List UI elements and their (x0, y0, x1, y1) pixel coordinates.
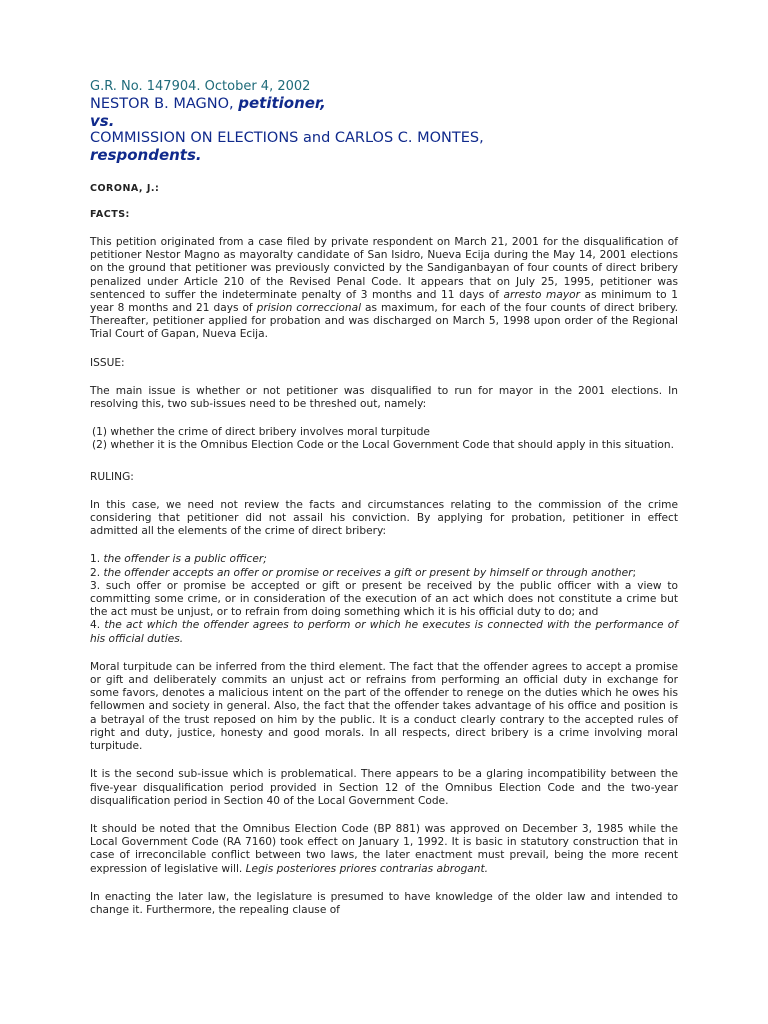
element-number: 3. (90, 579, 106, 592)
respondents-names: COMMISSION ON ELECTIONS and CARLOS C. MONTES, (90, 130, 484, 146)
ruling-paragraph-3: It is the second sub-issue which is problematical. There appears to be a glaring incompatibility between the five-year disqualification period provided in Section 12 of the Omnibus Election Code and the two-year disqualification period in Section 40 of the Local Government Code. (90, 768, 678, 807)
respondents-role-line (90, 147, 678, 165)
element-item-4 (90, 619, 678, 645)
sub-issue-1: (1) whether the crime of direct bribery involves moral turpitude (92, 426, 430, 439)
element-tail: ; (632, 566, 637, 579)
facts-heading: FACTS: (90, 209, 130, 220)
document-page (90, 78, 678, 917)
versus-label: vs. (90, 112, 115, 130)
element-number: 4. (90, 619, 105, 632)
ruling-paragraph-5: In enacting the later law, the legislature is presumed to have knowledge of the older law and intended to change it. Furthermore, the repealing clause of (90, 890, 678, 916)
facts-italic-1: arresto mayor (503, 288, 580, 301)
element-text: the offender accepts an offer or promise or receives a gift or present by himself or through another (103, 566, 633, 579)
element-text: the offender is a public officer; (103, 553, 267, 566)
element-number: 2. (90, 566, 104, 579)
ruling-p4-text: It should be noted that the Omnibus Election Code (BP 881) was approved on December 3, 1985 while the Local Government Code (RA 7160) took effect on January 1, 1992. It is basic in statutory construction that in case of irreconcilable conflict between two laws, the later enactment must prevail, being the more recent expression of legislative will. (90, 822, 678, 875)
petitioner-role: petitioner, (238, 94, 326, 112)
issue-paragraph: The main issue is whether or not petitioner was disqualified to run for mayor in the 2001 elections. In resolving this, two sub-issues need to be threshed out, namely: (90, 384, 678, 411)
sub-issue-2: (2) whether it is the Omnibus Election Code or the Local Government Code that should apply in this situation. (92, 439, 674, 452)
element-text: such offer or promise be accepted or gift or present be received by the public officer with a view to committing some crime, or in consideration of the execution of an act which does not constitute a crime but the act must be unjust, or to refrain from doing something which it is his official duty to do; and (90, 579, 678, 619)
case-number: G.R. No. 147904. October 4, 2002 (90, 79, 311, 94)
element-item-2 (90, 567, 678, 580)
facts-text-3: as maximum, for each of the four counts of direct bribery. Thereafter, petitioner applied for probation and was discharged on March 5, 1998 upon order of the Regional Trial Court of Gapan, Nueva Ecija. (90, 302, 678, 341)
issue-heading: ISSUE: (90, 356, 125, 369)
facts-text-1: This petition originated from a case filed by private respondent on March 21, 2001 for the disqualification of petitioner Nestor Magno as mayoralty candidate of San Isidro, Nueva Ecija during the May 14, 2001 elections on the ground that petitioner was previously convicted by the Sandiganbayan of four counts of direct bribery penalized under Article 210 of the Revised Penal Code. It appears that on July 25, 1995, petitioner was sentenced to suffer the indeterminate penalty of 3 months and 11 days of (90, 236, 678, 301)
ruling-paragraph-1: In this case, we need not review the facts and circumstances relating to the commission of the crime considering that petitioner did not assail his conviction. By applying for probation, petitioner in effect admitted all the elements of the crime of direct bribery: (90, 498, 678, 538)
sub-issues-list (90, 426, 678, 452)
element-number: 1. (90, 553, 104, 566)
petitioner-name: NESTOR B. MAGNO, (90, 96, 234, 112)
element-item-3 (90, 580, 678, 620)
ruling-paragraph-2: Moral turpitude can be inferred from the third element. The fact that the offender agrees to accept a promise or gift and deliberately commits an unjust act or refrains from performing an official duty in exchange for some favors, denotes a malicious intent on the part of the offender to renege on the duties which he owes his fellowmen and society in general. Also, the fact that the offender takes advantage of his office and position is a betrayal of the trust reposed on him by the public. It is a conduct clearly contrary to the accepted rules of right and duty, justice, honesty and good morals. In all respects, direct bribery is a crime involving moral turpitude. (90, 660, 678, 753)
petitioner-line (90, 95, 678, 113)
elements-list (90, 553, 678, 645)
element-text: the act which the offender agrees to perform or which he executes is connected with the performance of his official duties. (90, 619, 678, 645)
element-item-1 (90, 553, 678, 566)
ruling-p4-latin: Legis posteriores priores contrarias abrogant. (245, 862, 489, 875)
facts-paragraph (90, 236, 678, 342)
facts-italic-2: prision correccional (256, 302, 362, 315)
ruling-paragraph-4 (90, 823, 678, 876)
ruling-heading: RULING: (90, 470, 134, 483)
ponente: CORONA, J.: (90, 183, 160, 194)
facts-text-2: as minimum to 1 year 8 months and 21 days of (90, 288, 678, 315)
respondents-role: respondents. (90, 146, 202, 164)
